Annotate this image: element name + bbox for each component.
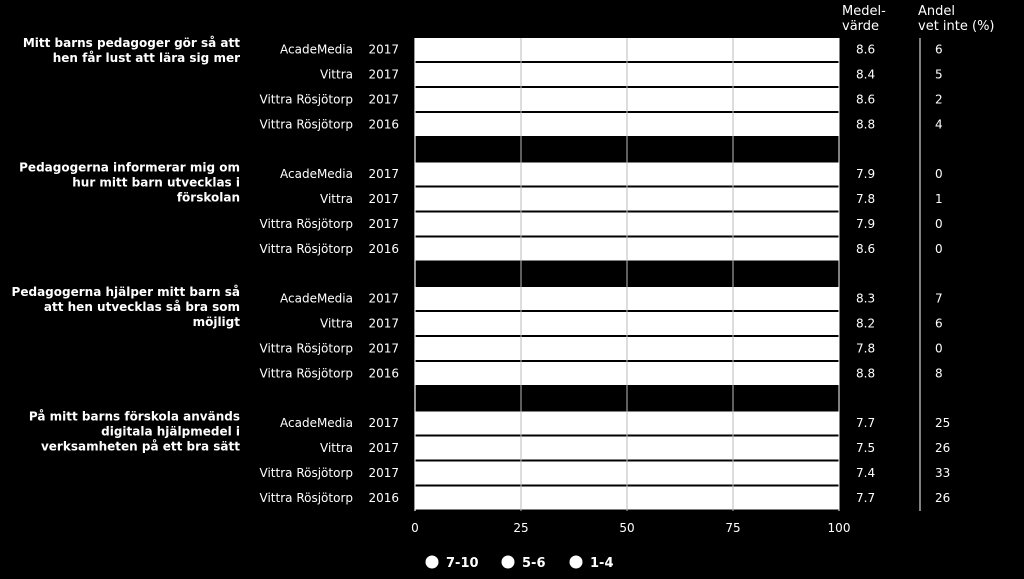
medel-value: 8.4 xyxy=(856,67,876,82)
vet-inte-value: 0 xyxy=(935,341,943,356)
question-label: hen får lust att lära sig mer xyxy=(52,51,240,65)
medel-value: 7.5 xyxy=(856,441,876,455)
row-year: 2017 xyxy=(368,217,399,231)
row-label: Vittra Rösjötorp xyxy=(259,466,353,480)
row-label: AcadeMedia xyxy=(280,167,353,181)
row-year: 2017 xyxy=(368,441,399,455)
medel-value: 7.8 xyxy=(856,192,876,206)
vet-inte-value: 6 xyxy=(935,42,943,57)
medel-value: 8.6 xyxy=(856,92,876,107)
x-tick-label: 0 xyxy=(411,521,419,535)
legend-marker xyxy=(426,556,439,569)
legend-label: 7-10 xyxy=(446,556,479,571)
row-label: Vittra xyxy=(320,441,353,455)
row-year: 2017 xyxy=(368,466,399,480)
medel-header-line1: Medel- xyxy=(842,4,886,19)
vet-inte-value: 6 xyxy=(935,316,943,331)
question-label: hur mitt barn utvecklas i xyxy=(72,175,240,190)
question-label: På mitt barns förskola används xyxy=(28,409,240,424)
medel-value: 8.3 xyxy=(856,291,876,306)
question-label: verksamheten på ett bra sätt xyxy=(40,439,240,454)
row-label: Vittra xyxy=(320,316,353,331)
vet-inte-value: 26 xyxy=(935,441,951,455)
row-label: AcadeMedia xyxy=(280,291,353,306)
row-year: 2016 xyxy=(368,242,399,256)
vet-inte-value: 4 xyxy=(935,117,943,132)
row-label: Vittra xyxy=(320,67,353,82)
andel-header xyxy=(918,4,995,34)
medel-header-line2: värde xyxy=(842,19,880,34)
row-year: 2017 xyxy=(368,167,399,181)
medel-value: 7.4 xyxy=(856,466,876,480)
row-year: 2017 xyxy=(368,92,399,107)
medel-value: 7.7 xyxy=(856,491,876,505)
legend-label: 1-4 xyxy=(590,556,614,571)
vet-inte-value: 8 xyxy=(935,366,943,381)
row-year: 2016 xyxy=(368,117,399,132)
row-year: 2017 xyxy=(368,291,399,306)
legend-marker xyxy=(570,556,583,569)
vet-inte-value: 33 xyxy=(935,466,951,480)
vet-inte-value: 7 xyxy=(935,291,943,306)
andel-header-line1: Andel xyxy=(918,4,955,19)
medel-value: 8.6 xyxy=(856,242,876,256)
vet-inte-value: 26 xyxy=(935,491,951,505)
andel-header-line2: vet inte (%) xyxy=(918,19,995,34)
x-tick-label: 50 xyxy=(619,521,635,535)
question-label: Pedagogerna hjälper mitt barn så xyxy=(11,285,240,299)
row-label: Vittra Rösjötorp xyxy=(259,491,353,505)
x-tick-label: 25 xyxy=(513,521,529,535)
question-label: Pedagogerna informerar mig om xyxy=(19,160,240,175)
question-label: förskolan xyxy=(176,190,240,205)
question-label: Mitt barns pedagoger gör så att xyxy=(22,36,240,50)
vet-inte-value: 0 xyxy=(935,167,943,181)
question-label: möjligt xyxy=(192,315,240,329)
question-label: digitala hjälpmedel i xyxy=(101,424,240,439)
row-label: AcadeMedia xyxy=(280,416,353,430)
vet-inte-value: 1 xyxy=(935,192,943,206)
medel-value: 8.8 xyxy=(856,117,876,132)
row-year: 2017 xyxy=(368,67,399,82)
medel-value: 7.9 xyxy=(856,167,876,181)
row-year: 2017 xyxy=(368,42,399,57)
row-year: 2017 xyxy=(368,416,399,430)
medel-value: 7.7 xyxy=(856,416,876,430)
row-year: 2016 xyxy=(368,491,399,505)
vet-inte-value: 0 xyxy=(935,217,943,231)
medel-value: 8.6 xyxy=(856,42,876,57)
medel-header xyxy=(842,4,886,34)
row-label: Vittra Rösjötorp xyxy=(259,117,353,132)
row-label: AcadeMedia xyxy=(280,42,353,57)
question-label: att hen utvecklas så bra som xyxy=(43,300,240,314)
row-label: Vittra xyxy=(320,192,353,206)
row-label: Vittra Rösjötorp xyxy=(259,242,353,256)
x-tick-label: 75 xyxy=(725,521,741,535)
x-tick-label: 100 xyxy=(827,521,851,535)
vet-inte-value: 25 xyxy=(935,416,951,430)
row-year: 2017 xyxy=(368,316,399,331)
row-label: Vittra Rösjötorp xyxy=(259,217,353,231)
row-label: Vittra Rösjötorp xyxy=(259,366,353,381)
row-label: Vittra Rösjötorp xyxy=(259,341,353,356)
medel-value: 7.9 xyxy=(856,217,876,231)
vet-inte-value: 5 xyxy=(935,67,943,82)
legend-label: 5-6 xyxy=(522,556,546,571)
row-year: 2017 xyxy=(368,192,399,206)
medel-value: 7.8 xyxy=(856,341,876,356)
medel-value: 8.2 xyxy=(856,316,876,331)
vet-inte-value: 0 xyxy=(935,242,943,256)
medel-value: 8.8 xyxy=(856,366,876,381)
row-label: Vittra Rösjötorp xyxy=(259,92,353,107)
row-year: 2016 xyxy=(368,366,399,381)
legend-marker xyxy=(502,556,515,569)
row-year: 2017 xyxy=(368,341,399,356)
vet-inte-value: 2 xyxy=(935,92,943,107)
